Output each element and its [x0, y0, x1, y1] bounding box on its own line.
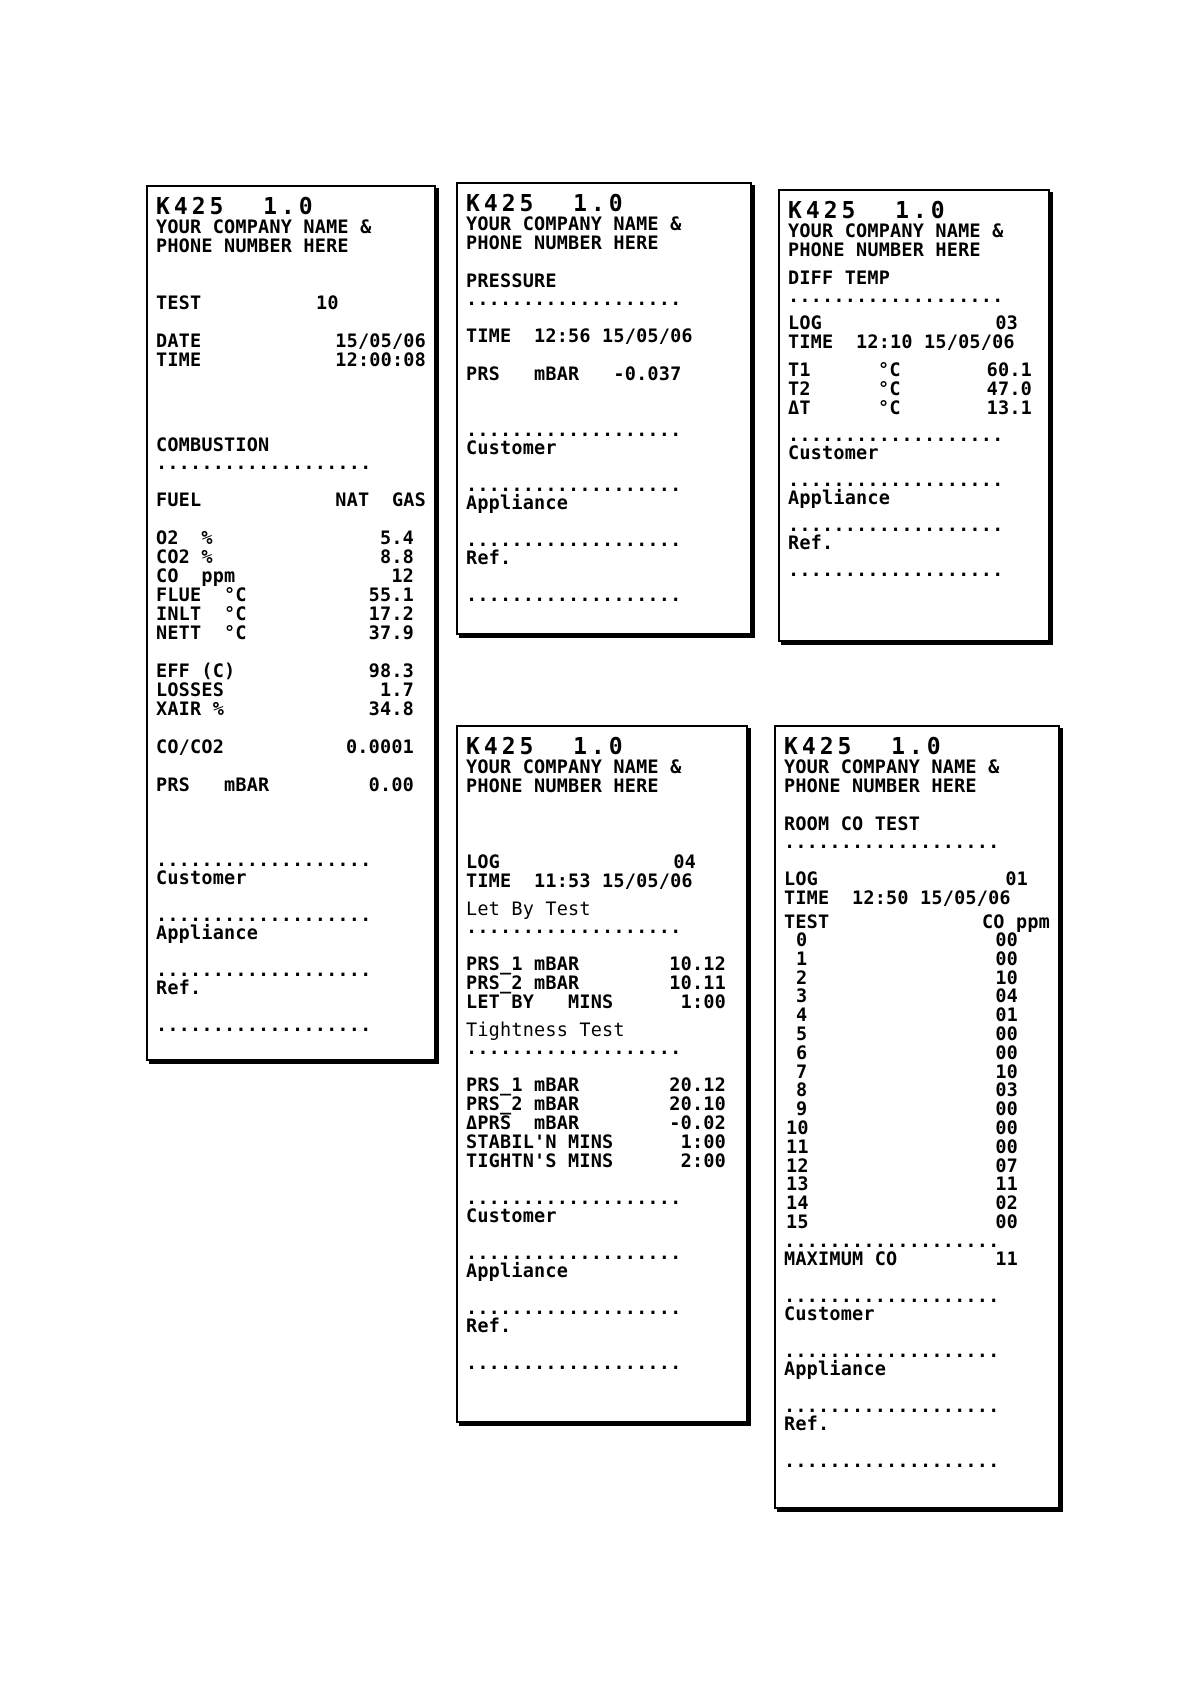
reading-row: FLUE °C 55.1 [156, 585, 414, 606]
table-row: 1 00 [796, 948, 1018, 970]
date-row: DATE 15/05/06 [156, 331, 426, 352]
test-number-row: TEST 10 [156, 293, 339, 314]
company-name-line: YOUR COMPANY NAME & [784, 757, 1000, 778]
dotted-separator: ................... [466, 532, 682, 549]
table-row: 2 10 [796, 967, 1018, 989]
company-name-line: YOUR COMPANY NAME & [466, 214, 682, 235]
dotted-separator: ................... [784, 1342, 1000, 1360]
dotted-separator: ................... [466, 1190, 682, 1207]
reading-row: EFF (C) 98.3 [156, 661, 414, 682]
dotted-separator: ................... [466, 587, 682, 604]
company-phone-line: PHONE NUMBER HERE [784, 776, 977, 797]
dotted-separator: ................... [466, 422, 682, 439]
reading-row: PRS_1 mBAR 20.12 [466, 1075, 726, 1096]
dotted-separator: ................... [156, 962, 372, 979]
table-row: 0 00 [796, 930, 1018, 951]
tightness-readings [466, 1076, 738, 1171]
appliance-field: Appliance [466, 493, 569, 514]
readings-header: TEST CO ppm [784, 912, 1050, 933]
ref-field: Ref. [156, 978, 202, 999]
dotted-separator: ................... [156, 852, 372, 869]
time-row: TIME 12:10 15/05/06 [788, 332, 1015, 353]
reading-row: XAIR % 34.8 [156, 699, 414, 720]
pressure-ticket [456, 182, 752, 635]
pressure-row: PRS mBAR 0.00 [156, 775, 414, 796]
log-row: LOG 03 [788, 313, 1018, 334]
efficiency-readings [156, 662, 426, 719]
model-header: K425 1.0 [466, 734, 627, 760]
let-by-readings [466, 955, 738, 1012]
table-row: 6 00 [796, 1042, 1018, 1064]
model-header: K425 1.0 [788, 198, 949, 224]
dotted-separator: ................... [788, 427, 1004, 444]
appliance-field: Appliance [156, 923, 259, 944]
ref-field: Ref. [788, 533, 834, 554]
table-row: 10 00 [786, 1117, 1018, 1139]
reading-row: CO ppm 12 [156, 566, 414, 587]
room-co-ticket [774, 725, 1060, 1509]
reading-row: LET BY MINS 1:00 [466, 992, 726, 1013]
customer-field: Customer [156, 868, 247, 889]
company-name-line: YOUR COMPANY NAME & [788, 221, 1004, 242]
customer-field: Customer [788, 443, 879, 464]
fuel-row: FUEL NAT GAS [156, 490, 426, 511]
table-row: 15 00 [786, 1211, 1018, 1233]
co-readings-table [784, 932, 1050, 1233]
dotted-separator: ................... [788, 472, 1004, 489]
time-row: TIME 12:50 15/05/06 [784, 888, 1011, 909]
table-row: 14 02 [786, 1193, 1018, 1215]
dotted-separator: ................... [466, 477, 682, 494]
ref-field: Ref. [466, 548, 512, 569]
time-row: TIME 11:53 15/05/06 [466, 871, 693, 892]
reading-row: PRS_2 mBAR 10.11 [466, 973, 726, 994]
company-phone-line: PHONE NUMBER HERE [788, 240, 981, 261]
dotted-separator: ................... [788, 288, 1004, 305]
section-title: ROOM CO TEST [784, 814, 921, 835]
company-name-line: YOUR COMPANY NAME & [156, 217, 372, 238]
reading-row: O2 % 5.4 [156, 528, 414, 549]
table-row: 9 00 [796, 1099, 1018, 1121]
dotted-separator: ................... [156, 455, 372, 472]
table-row: 5 00 [796, 1023, 1018, 1045]
tightness-title: Tightness Test [466, 1020, 625, 1041]
reading-row: LOSSES 1.7 [156, 680, 414, 701]
reading-row: PRS_2 mBAR 20.10 [466, 1094, 726, 1115]
log-row: LOG 01 [784, 869, 1028, 890]
ref-field: Ref. [466, 1316, 512, 1337]
reading-row: T2 °C 47.0 [788, 379, 1032, 400]
customer-field: Customer [466, 1206, 557, 1227]
company-phone-line: PHONE NUMBER HERE [466, 233, 659, 254]
company-phone-line: PHONE NUMBER HERE [466, 776, 659, 797]
customer-field: Customer [466, 438, 557, 459]
dotted-separator: ................... [466, 291, 682, 308]
dotted-separator: ................... [784, 834, 1000, 851]
reading-row: CO2 % 8.8 [156, 547, 414, 568]
table-row: 7 10 [796, 1061, 1018, 1083]
appliance-field: Appliance [466, 1261, 569, 1282]
company-phone-line: PHONE NUMBER HERE [156, 236, 349, 257]
dotted-separator: ................... [784, 1397, 1000, 1415]
reading-row: PRS_1 mBAR 10.12 [466, 954, 726, 975]
dotted-separator: ................... [784, 1232, 1000, 1250]
dotted-separator: ................... [466, 1355, 682, 1372]
appliance-field: Appliance [788, 488, 891, 509]
model-header: K425 1.0 [784, 734, 945, 760]
dotted-separator: ................... [156, 1017, 372, 1034]
section-title: COMBUSTION [156, 435, 270, 456]
reading-row: NETT °C 37.9 [156, 623, 414, 644]
dotted-separator: ................... [784, 1452, 1000, 1470]
pressure-row: PRS mBAR -0.037 [466, 364, 682, 385]
model-header: K425 1.0 [156, 194, 317, 220]
section-title: DIFF TEMP [788, 268, 891, 289]
table-row: 12 07 [786, 1155, 1018, 1177]
dotted-separator: ................... [788, 517, 1004, 534]
dotted-separator: ................... [466, 1040, 682, 1057]
section-title: PRESSURE [466, 271, 557, 292]
table-row: 11 00 [786, 1136, 1018, 1158]
customer-field: Customer [784, 1303, 875, 1325]
appliance-field: Appliance [784, 1358, 887, 1380]
dotted-separator: ................... [466, 1245, 682, 1262]
log-row: LOG 04 [466, 852, 696, 873]
reading-row: INLT °C 17.2 [156, 604, 414, 625]
reading-row: TIGHTN'S MINS 2:00 [466, 1151, 726, 1172]
temperature-readings [788, 361, 1040, 418]
time-row: TIME 12:00:08 [156, 350, 426, 371]
dotted-separator: ................... [788, 562, 1004, 579]
table-row: 8 03 [796, 1080, 1018, 1102]
combustion-ticket [146, 185, 436, 1061]
maximum-co-row: MAXIMUM CO 11 [784, 1248, 1018, 1270]
dotted-separator: ................... [466, 919, 682, 936]
ref-field: Ref. [784, 1413, 830, 1435]
reading-row: ΔPRS mBAR -0.02 [466, 1113, 726, 1134]
table-row: 4 01 [796, 1005, 1018, 1027]
model-header: K425 1.0 [466, 191, 627, 217]
let-by-tightness-ticket [456, 725, 748, 1423]
dotted-separator: ................... [156, 907, 372, 924]
reading-row: T1 °C 60.1 [788, 360, 1032, 381]
time-row: TIME 12:56 15/05/06 [466, 326, 693, 347]
gas-readings [156, 529, 426, 643]
let-by-title: Let By Test [466, 899, 591, 920]
reading-row: STABIL'N MINS 1:00 [466, 1132, 726, 1153]
co-ratio-row: CO/CO2 0.0001 [156, 737, 414, 758]
company-name-line: YOUR COMPANY NAME & [466, 757, 682, 778]
dotted-separator: ................... [784, 1287, 1000, 1305]
table-row: 13 11 [786, 1174, 1018, 1196]
dotted-separator: ................... [466, 1300, 682, 1317]
diff-temp-ticket [778, 189, 1050, 642]
reading-row: ΔT °C 13.1 [788, 398, 1032, 419]
table-row: 3 04 [796, 986, 1018, 1008]
